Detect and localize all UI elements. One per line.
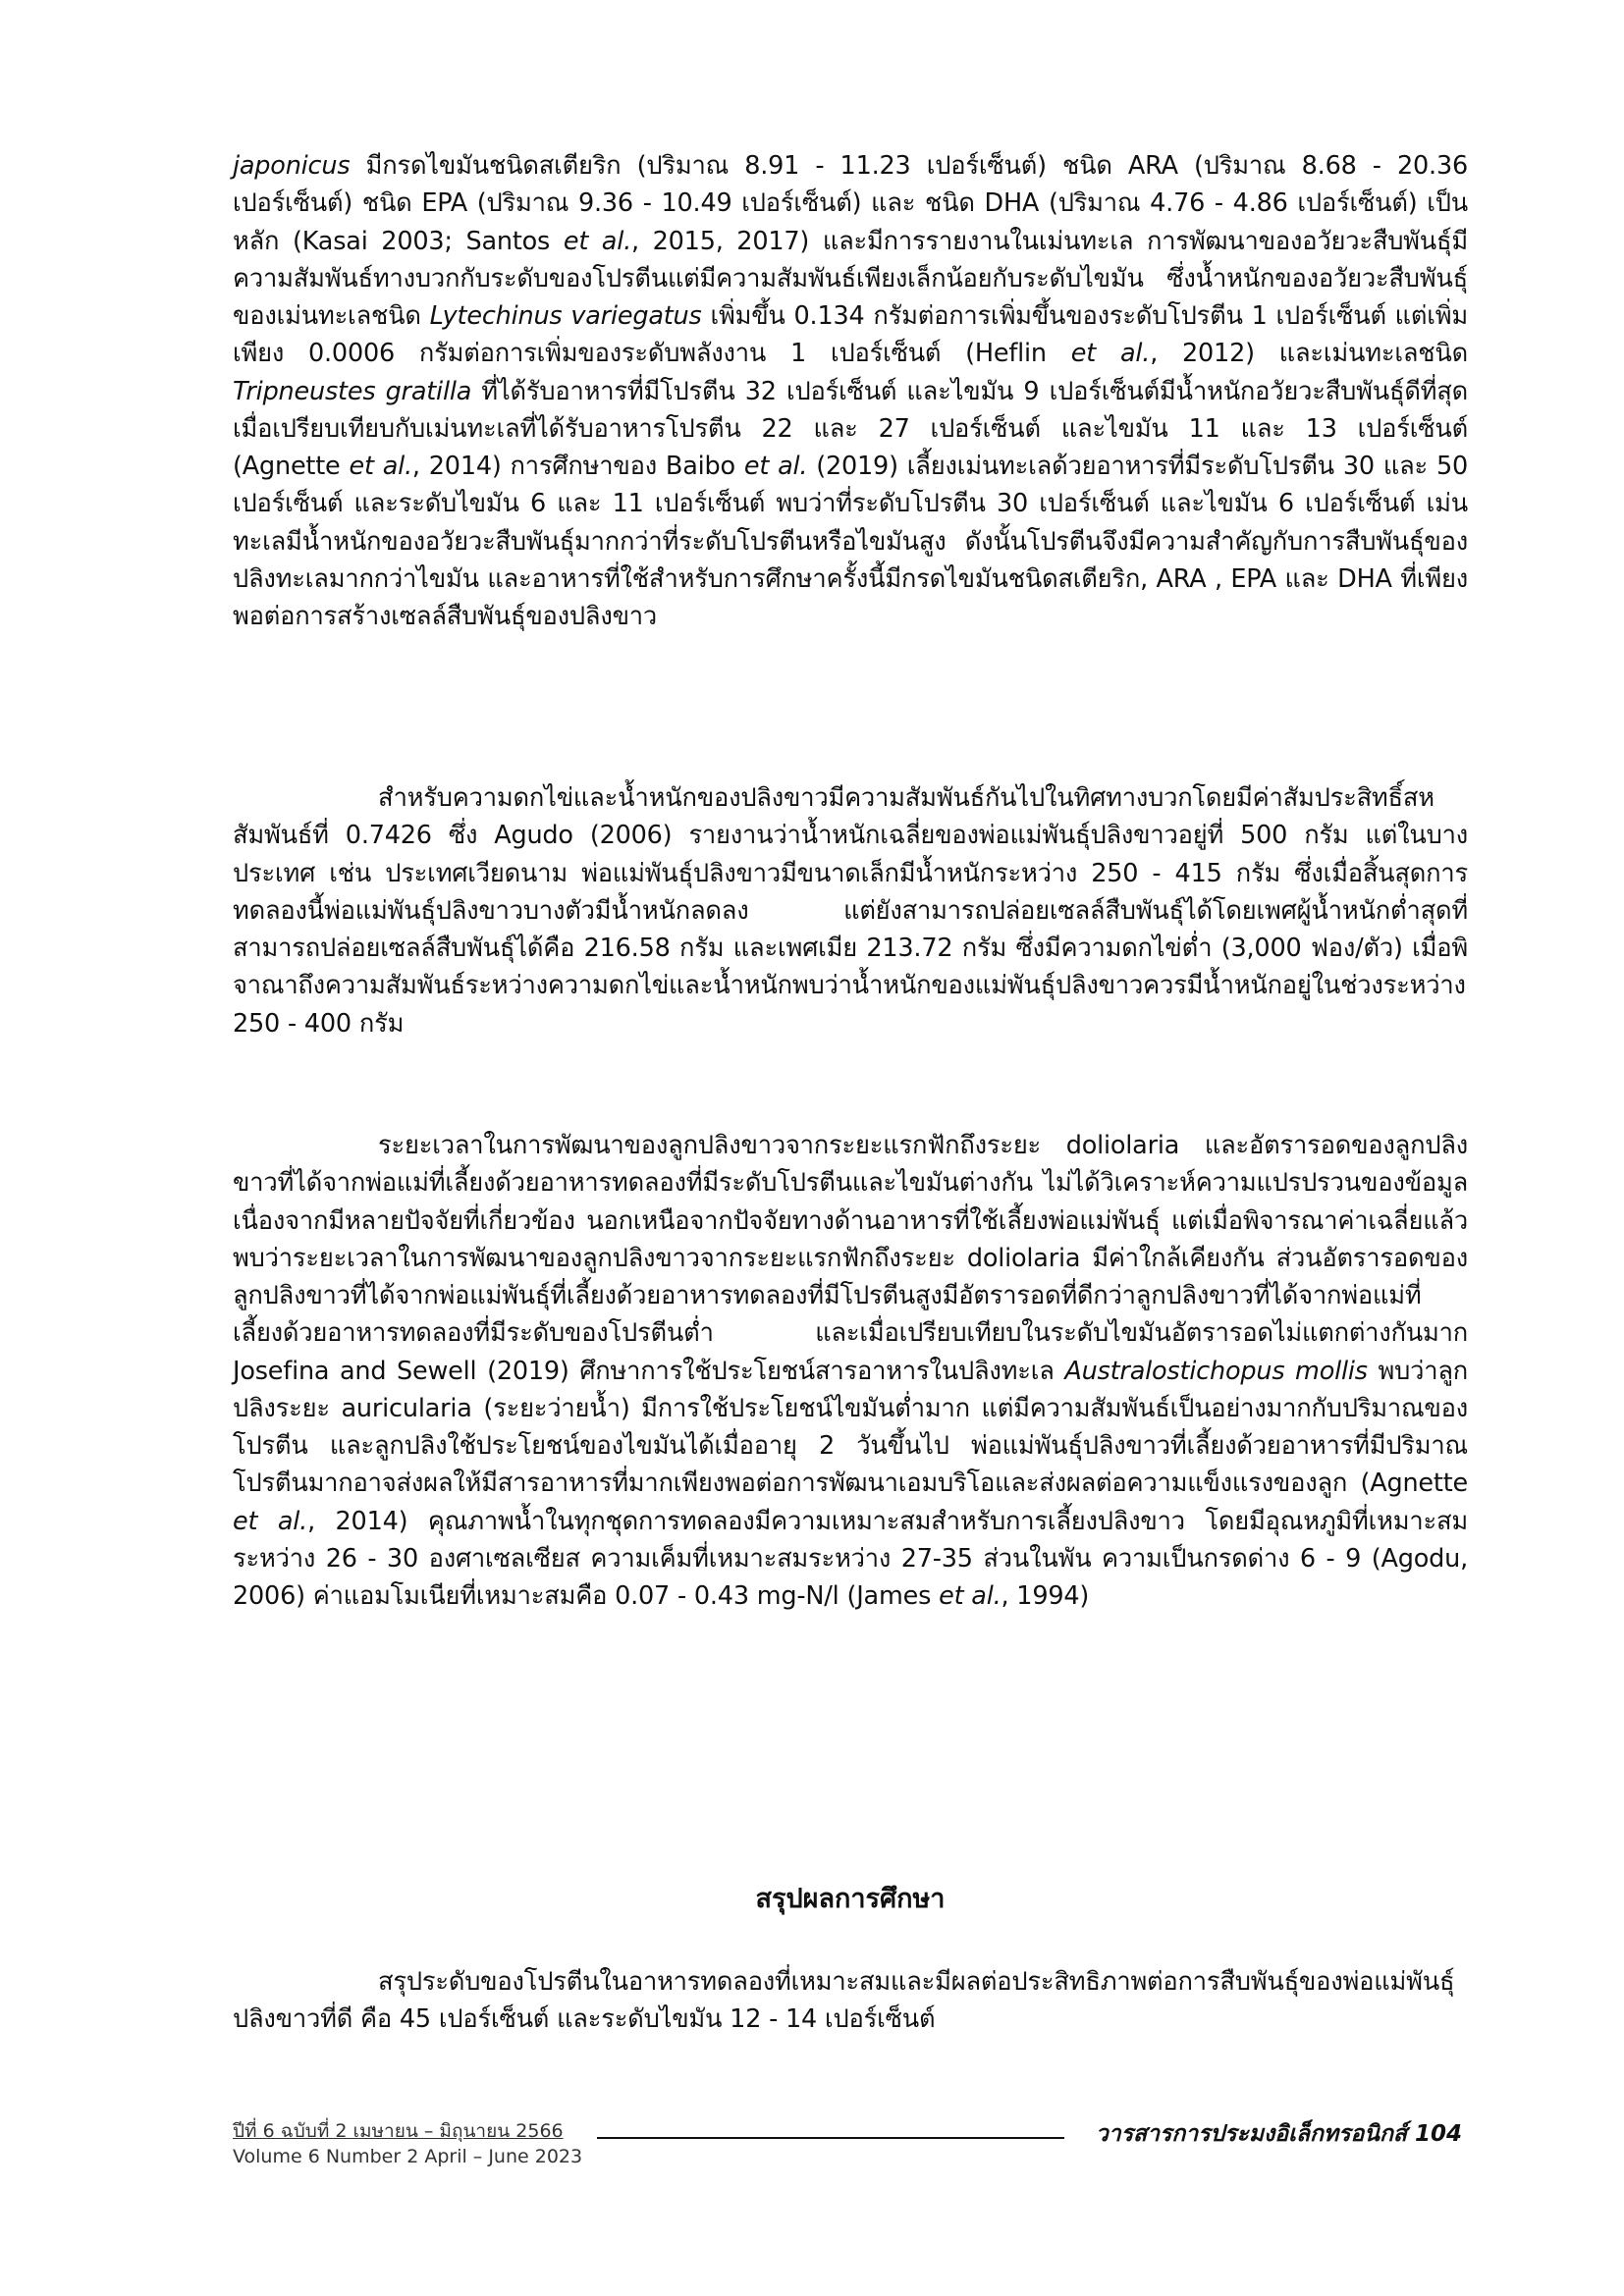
footer-issue-thai: ปีที่ 6 ฉบับที่ 2 เมษายน – มิถุนายน 2566 [233,2120,564,2142]
text-run: , 2014) การศึกษาของ Baibo [411,452,744,481]
footer-issue-info [233,2119,582,2169]
species-name: japonicus [233,151,351,181]
text-run: , 1994) [1001,1581,1090,1611]
citation-etal: et al. [939,1581,1001,1611]
footer-issue-english: Volume 6 Number 2 April – June 2023 [233,2145,583,2167]
text-run: ระยะเวลาในการพัฒนาของลูกปลิงขาวจากระยะแรกฟักถึงระยะ doliolaria และอัตรารอดของลูกปลิงขาวที่ได้จากพ่อแม่ที่เลี้ยงด้วยอาหารทดลองที่มีระดับโปรตีนและไขมันต่างกัน ไม่ได้วิเคราะห์ความแปรปรวนของข้อมูลเนื่องจากมีหลายปัจจัยที่เกี่ยวข้อง นอกเหนือจากปัจจัยทางด้านอาหารที่ใช้เลี้ยงพ่อแม่พันธุ์ แต่เมื่อพิจารณาค่าเฉลี่ยแล้วพบว่าระยะเวลาในการพัฒนาของลูกปลิงขาวจากระยะแรกฟักถึงระยะ doliolaria มีค่าใกล้เคียงกัน ส่วนอัตรารอดของลูกปลิงขาวที่ได้จากพ่อแม่พันธุ์ที่เลี้ยงด้วยอาหารทดลองที่มีโปรตีนสูงมีอัตรารอดที่ดีกว่าลูกปลิงขาวที่ได้จากพ่อแม่ที่เลี้ยงด้วยอาหารทดลองที่มีระดับของโปรตีนต่ำ และเมื่อเปรียบเทียบในระดับไขมันอัตรารอดไม่แตกต่างกันมาก Josefina and Sewell (2019) ศึกษาการใช้ประโยชน์สารอาหารในปลิงทะเล [233,1131,1468,1386]
citation-etal: et al. [1070,339,1151,369]
paragraph-3 [233,1127,1468,1615]
text-run: ที่ได้รับอาหารที่มีโปรตีน 32 เปอร์เซ็นต์ และไขมัน 9 เปอร์เซ็นต์มีน้ำหนักอวัยวะสืบพันธุ์ดีที่สุดเมื่อเปรียบเทียบกับเม่นทะเลที่ได้รับอาหารโปรตีน 22 และ 27 เปอร์เซ็นต์ และไขมัน 11 และ 13 เปอร์เซ็นต์ (Agnette [233,376,1469,481]
conclusion-paragraph: สรุประดับของโปรตีนในอาหารทดลองที่เหมาะสมและมีผลต่อประสิทธิภาพต่อการสืบพันธุ์ของพ่อแม่พันธุ์ปลิงขาวที่ดี คือ 45 เปอร์เซ็นต์ และระดับไขมัน 12 - 14 เปอร์เซ็นต์ [233,1967,1455,2035]
text-run: , 2012) และเม่นทะเลชนิด [1150,339,1468,369]
citation-etal: et al. [233,1506,308,1536]
footer-journal [1096,2116,1462,2152]
page-number: 104 [1414,2121,1462,2147]
journal-title: วารสารการประมงอิเล็กทรอนิกส์ [1095,2121,1407,2147]
text-run: เพิ่มขึ้น 0.134 กรัมต่อการเพิ่มขึ้นของระดับโปรตีน 1 เปอร์เซ็นต์ แต่เพิ่มเพียง 0.0006 กรัมต่อการเพิ่มของระดับพลังงาน 1 เปอร์เซ็นต์ (Heflin [233,301,1468,369]
species-name: Tripneustes gratilla [233,376,472,406]
text-run: พบว่าลูกปลิงระยะ auricularia (ระยะว่ายน้ำ) มีการใช้ประโยชน์ไขมันต่ำมาก แต่มีความสัมพันธ์เป็นอย่างมากกับปริมาณของโปรตีน และลูกปลิงใช้ประโยชน์ของไขมันได้เมื่ออายุ 2 วันขึ้นไป พ่อแม่พันธุ์ปลิงขาวที่เลี้ยงด้วยอาหารที่มีปริมาณโปรตีนมากอาจส่งผลให้มีสารอาหารที่มากเพียงพอต่อการพัฒนาเอมบริโอและส่งผลต่อความแข็งแรงของลูก (Agnette [233,1356,1468,1499]
text-run: มีกรดไขมันชนิดสเตียริก (ปริมาณ 8.91 - 11.23 เปอร์เซ็นต์) ชนิด ARA (ปริมาณ 8.68 - 20.36 เปอร์เซ็นต์) ชนิด EPA (ปริมาณ 9.36 - 10.49 เปอร์เซ็นต์) และ ชนิด DHA (ปริมาณ 4.76 - 4.86 เปอร์เซ็นต์) เป็นหลัก (Kasai 2003; Santos [233,151,1468,256]
footer-rule [597,2137,1064,2139]
text-run: (2019) เลี้ยงเม่นทะเลด้วยอาหารที่มีระดับโปรตีน 30 และ 50 เปอร์เซ็นต์ และระดับไขมัน 6 และ 11 เปอร์เซ็นต์ พบว่าที่ระดับโปรตีน 30 เปอร์เซ็นต์ และไขมัน 6 เปอร์เซ็นต์ เม่นทะเลมีน้ำหนักของอวัยวะสืบพันธุ์มากกว่าที่ระดับโปรตีนหรือไขมันสูง ดังนั้นโปรตีนจึงมีความสำคัญกับการสืบพันธุ์ของปลิงทะเลมากกว่าไขมัน และอาหารที่ใช้สำหรับการศึกษาครั้งนี้มีกรดไขมันชนิดสเตียริก, ARA , EPA และ DHA ที่เพียงพอต่อการสร้างเซลล์สืบพันธุ์ของปลิงขาว [233,452,1468,631]
section-heading: สรุปผลการศึกษา [755,1884,946,1914]
text-run: , 2015, 2017) และมีการรายงานในเม่นทะเล การพัฒนาของอวัยวะสืบพันธุ์มีความสัมพันธ์ทางบวกกับระดับของโปรตีนแต่มีความสัมพันธ์เพียงเล็กน้อยกับระดับไขมัน ซึ่งน้ำหนักของอวัยวะสืบพันธุ์ของเม่นทะเลชนิด [233,226,1468,331]
species-name: Australostichopus mollis [1064,1356,1368,1386]
paragraph-2: สำหรับความดกไข่และน้ำหนักของปลิงขาวมีความสัมพันธ์กันไปในทิศทางบวกโดยมีค่าสัมประสิทธิ์สหสัมพันธ์ที่ 0.7426 ซึ่ง Agudo (2006) รายงานว่าน้ำหนักเฉลี่ยของพ่อแม่พันธุ์ปลิงขาวอยู่ที่ 500 กรัม แต่ในบางประเทศ เช่น ประเทศเวียดนาม พ่อแม่พันธุ์ปลิงขาวมีขนาดเล็กมีน้ำหนักระหว่าง 250 - 415 กรัม ซึ่งเมื่อสิ้นสุดการทดลองนี้พ่อแม่พันธุ์ปลิงขาวบางตัวมีน้ำหนักลดลง แต่ยังสามารถปล่อยเซลล์สืบพันธุ์ได้โดยเพศผู้น้ำหนักต่ำสุดที่สามารถปล่อยเซลล์สืบพันธุ์ได้คือ 216.58 กรัม และเพศเมีย 213.72 กรัม ซึ่งมีความดกไข่ต่ำ (3,000 ฟอง/ตัว) เมื่อพิจาณาถึงความสัมพันธ์ระหว่างความดกไข่และน้ำหนักพบว่าน้ำหนักของแม่พันธุ์ปลิงขาวควรมีน้ำหนักอยู่ในช่วงระหว่าง 250 - 400 กรัม [233,783,1468,1039]
species-name: Lytechinus variegatus [429,301,702,331]
citation-etal: et al. [743,452,808,481]
citation-etal: et al. [563,226,632,256]
citation-etal: et al. [349,452,412,481]
text-run: , 2014) คุณภาพน้ำในทุกชุดการทดลองมีความเหมาะสมสำหรับการเลี้ยงปลิงขาว โดยมีอุณหภูมิที่เหมาะสมระหว่าง 26 - 30 องศาเซลเซียส ความเค็มที่เหมาะสมระหว่าง 27-35 ส่วนในพัน ความเป็นกรดด่าง 6 - 9 (Agodu, 2006) ค่าแอมโมเนียที่เหมาะสมคือ 0.07 - 0.43 mg-N/l (James [233,1506,1468,1611]
paragraph-1 [233,147,1468,635]
